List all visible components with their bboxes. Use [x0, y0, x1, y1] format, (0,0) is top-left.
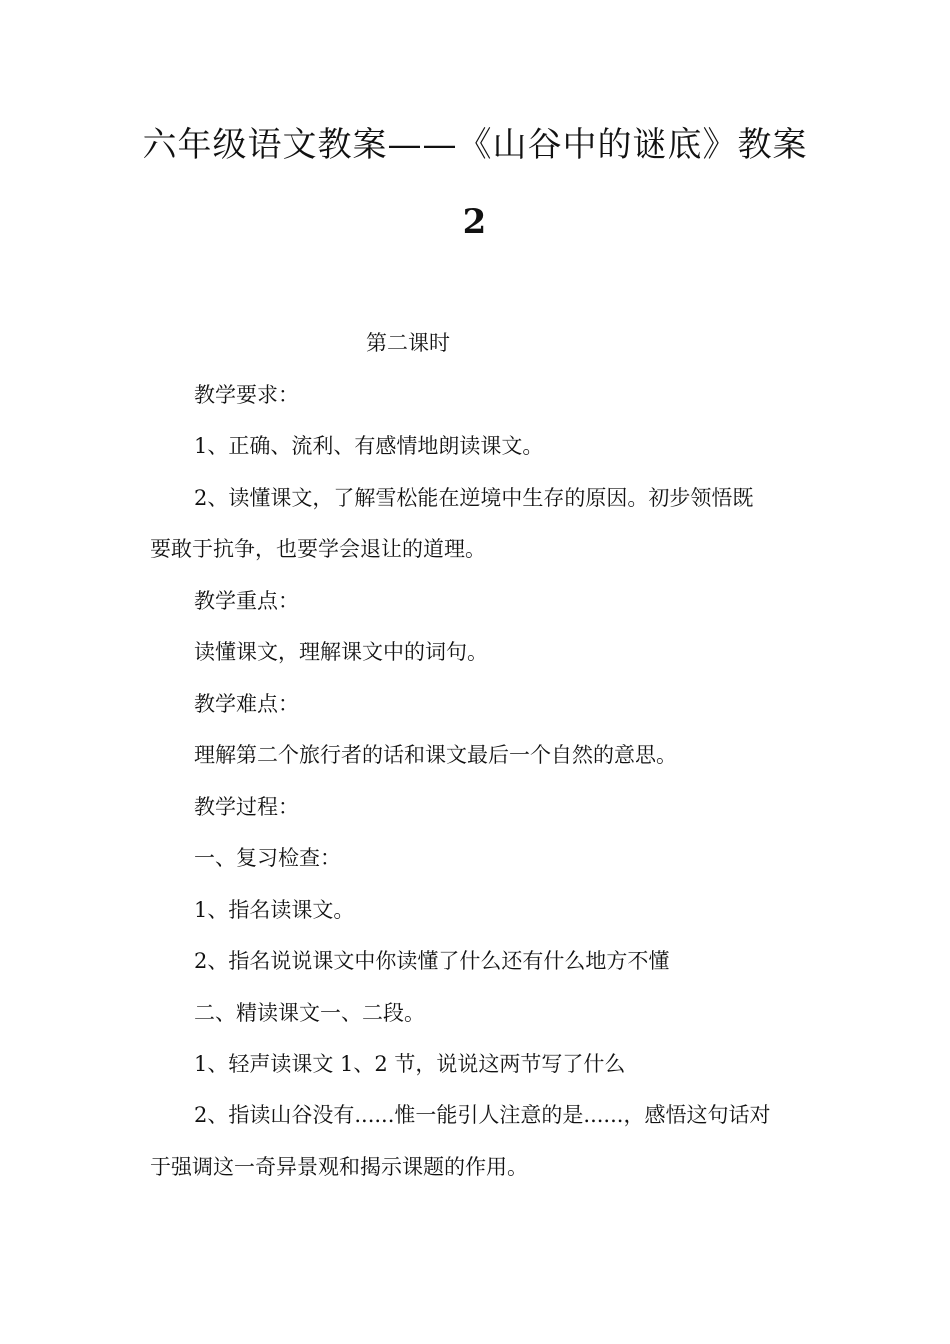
section-heading-process: 教学过程：	[194, 795, 299, 819]
paragraph-continuation: 要敢于抗争，也要学会退让的道理。	[150, 537, 486, 561]
paragraph: 2、读懂课文，了解雪松能在逆境中生存的原因。初步领悟既	[194, 486, 754, 510]
subsection-heading: 一、复习检查：	[194, 846, 341, 870]
section-heading-difficulties: 教学难点：	[194, 692, 299, 716]
paragraph: 读懂课文，理解课文中的词句。	[194, 640, 488, 664]
paragraph: 2、指名说说课文中你读懂了什么还有什么地方不懂	[194, 949, 670, 973]
paragraph: 1、指名读课文。	[194, 898, 355, 922]
paragraph: 1、轻声读课文 1、2 节，说说这两节写了什么	[194, 1052, 626, 1076]
document-title: 六年级语文教案——《山谷中的谜底》教案	[142, 125, 808, 165]
subsection-heading: 二、精读课文一、二段。	[194, 1001, 425, 1025]
paragraph: 2、指读山谷没有......惟一能引人注意的是......，感悟这句话对	[194, 1103, 771, 1127]
paragraph: 1、正确、流利、有感情地朗读课文。	[194, 434, 544, 458]
lesson-period-heading: 第二课时	[366, 331, 450, 355]
document-title-number: 2	[462, 202, 488, 242]
section-heading-requirements: 教学要求：	[194, 383, 299, 407]
paragraph-continuation: 于强调这一奇异景观和揭示课题的作用。	[150, 1155, 528, 1179]
paragraph: 理解第二个旅行者的话和课文最后一个自然的意思。	[194, 743, 677, 767]
section-heading-key-points: 教学重点：	[194, 589, 299, 613]
